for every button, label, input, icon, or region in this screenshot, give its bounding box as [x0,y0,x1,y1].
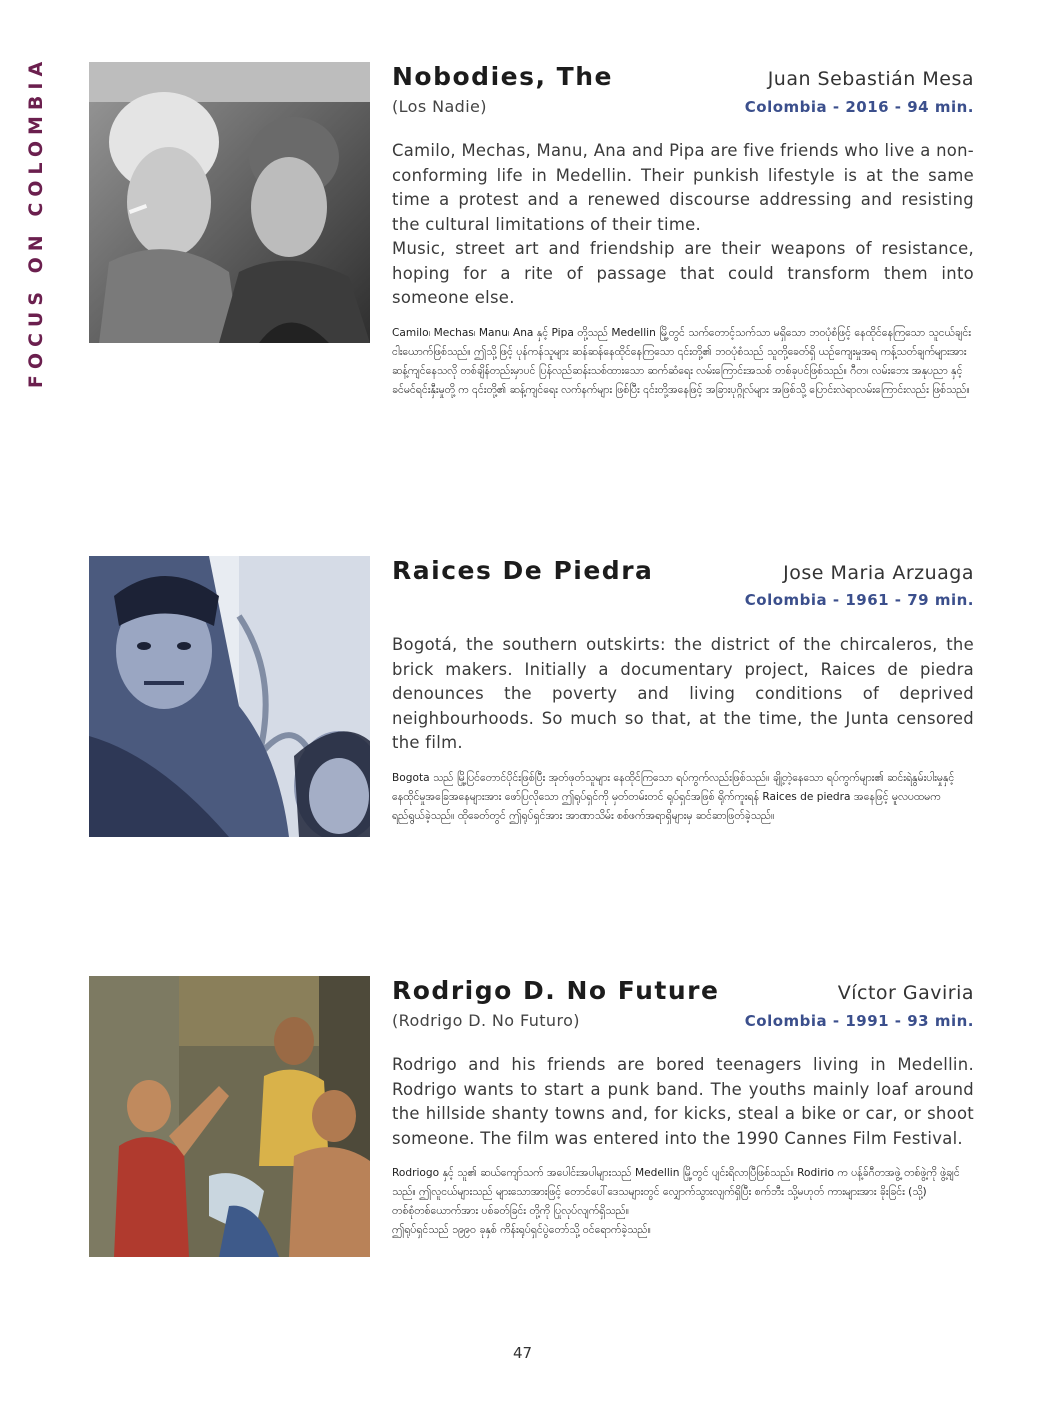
photo-two-women [89,62,370,343]
film-title: Raices De Piedra [392,556,654,585]
film-director: Víctor Gaviria [837,982,974,1004]
film-original-title: (Rodrigo D. No Futuro) [392,1011,580,1030]
section-label-text: FOCUS ON COLOMBIA [25,55,47,389]
photo-young-men [89,976,370,1257]
section-label [18,55,54,389]
film-info [392,556,974,826]
film-title: Rodrigo D. No Future [392,976,720,1005]
photo-man-woman [89,556,370,837]
film-still-raices [89,556,370,837]
synopsis-burmese-paragraph: Camilo၊ Mechas၊ Manu၊ Ana နှင့် Pipa တို့သည် Medellin မြို့တွင် သက်တောင့်သက်သာ မရှိသော ဘဝပုံစံဖြင့် နေထိုင်နေကြသော သူငယ်ချင်း ငါးယောက်ဖြစ်သည်။ ဤသို့ဖြင့် ပုန်ကန်သူများ ဆန်ဆန်နေထိုင်နေကြသော ၎င်းတို့၏ ဘဝပုံစံသည် သူတို့ခေတ်ရှိ ယဉ်ကျေးမှုအရ ကန့်သတ်ချက်များအား ဆန့်ကျင်နေသလို တစ်ချိန်တည်းမှာပင် ပြန်လည်ဆန်းသစ်ထားသော ဆက်ဆံရေး လမ်းကြောင်းအသစ် တစ်ခုပင်ဖြစ်သည်။ ဂီတ၊ လမ်းဘေး အနုပညာ နှင့် ခင်မင်ရင်းနှီးမှုတို့ က ၎င်းတို့၏ ဆန့်ကျင်ရေး လက်နက်များ ဖြစ်ပြီး ၎င်းတို့အနေဖြင့် အခြားပုဂ္ဂိုလ်များ အဖြစ်သို့ ပြောင်းလဲရာလမ်းကြောင်းလည်း ဖြစ်သည်။ [392,326,971,396]
film-synopsis-burmese [392,769,974,826]
synopsis-paragraph: Music, street art and friendship are their weapons of resistance, hoping for a rite of passage that could transform them into someone else. [392,239,974,307]
film-still-rodrigo [89,976,370,1257]
film-synopsis [392,139,974,311]
film-meta: Colombia - 1961 - 79 min. [744,591,974,609]
film-synopsis-burmese [392,324,974,400]
page-number: 47 [512,1344,533,1362]
synopsis-burmese-paragraph: Bogota သည် မြို့ပြင်တောင်ပိုင်းဖြစ်ပြီး အုတ်ဖုတ်သူများ နေထိုင်ကြသော ရပ်ကွက်လည်းဖြစ်သည်။ ချို့တဲ့နေသော ရပ်ကွက်များ၏ ဆင်းရဲနွမ်းပါးမှုနှင့် နေထိုင်မှုအခြေအနေများအား ဖော်ပြလိုသော ဤရုပ်ရှင်ကို မှတ်တမ်းတင် ရုပ်ရှင်အဖြစ် ရိုက်ကူးရန် Raices de piedra အနေဖြင့် မူလပထမက ရည်ရွယ်ခဲ့သည်။ ထိုခေတ်တွင် ဤရုပ်ရှင်အား အာဏာသိမ်း စစ်ဖက်အရာရှိများမှ ဆင်ဆာဖြတ်ခဲ့သည်။ [392,771,955,822]
synopsis-burmese-paragraph: Rodriogo နှင့် သူ၏ ဆယ်ကျော်သက် အပေါင်းအပါများသည် Medellin မြို့တွင် ပျင်းရိလာပြီဖြစ်သည်။ Rodirio က ပန့်ခ်ဂီတအဖွဲ့ တစ်ဖွဲ့ကို ဖွဲ့ချင်သည်။ ဤလူငယ်များသည် များသောအားဖြင့် တောင်ပေါ်ဒေသများတွင် လျှောက်သွားလျက်ရှိပြီး စက်ဘီး သို့မဟုတ် ကားများအား ခိုးခြင်း (သို့) တစ်စုံတစ်ယောက်အား ပစ်ခတ်ခြင်း တို့ကို ပြုလုပ်လျက်ရှိသည်။ [392,1167,960,1217]
film-meta: Colombia - 1991 - 93 min. [744,1012,974,1030]
synopsis-burmese-paragraph: ဤရုပ်ရှင်သည် ၁၉၉၀ ခုနှစ် ကိန်းရုပ်ရှင်ပွဲတော်သို့ ဝင်ရောက်ခဲ့သည်။ [392,1224,651,1236]
film-director: Jose Maria Arzuaga [783,562,974,584]
film-info [392,62,974,400]
synopsis-paragraph: Bogotá, the southern outskirts: the district of the chircaleros, the brick makers. Initially a documentary project, Raices de piedra denounces the poverty and living conditions of deprived neighbourhoods. So much so that, at the time, the Junta censored the film. [392,635,974,752]
film-still-nobodies [89,62,370,343]
film-synopsis [392,633,974,756]
film-meta: Colombia - 2016 - 94 min. [744,98,974,116]
film-title: Nobodies, The [392,62,613,91]
film-synopsis-burmese [392,1164,974,1240]
film-synopsis [392,1053,974,1151]
synopsis-paragraph: Rodrigo and his friends are bored teenagers living in Medellin. Rodrigo wants to start a punk band. The youths mainly loaf around the hillside shanty towns and, for kicks, steal a bike or car, or shoot someone. The film was entered into the 1990 Cannes Film Festival. [392,1055,974,1148]
synopsis-paragraph: Camilo, Mechas, Manu, Ana and Pipa are five friends who live a non-conforming life in Medellin. Their punkish lifestyle is at the same time a protest and a renewed discourse addressing and resisting the cultural limitations of their time. [392,141,974,234]
film-director: Juan Sebastián Mesa [767,68,974,90]
film-original-title: (Los Nadie) [392,97,487,116]
film-info [392,976,974,1240]
